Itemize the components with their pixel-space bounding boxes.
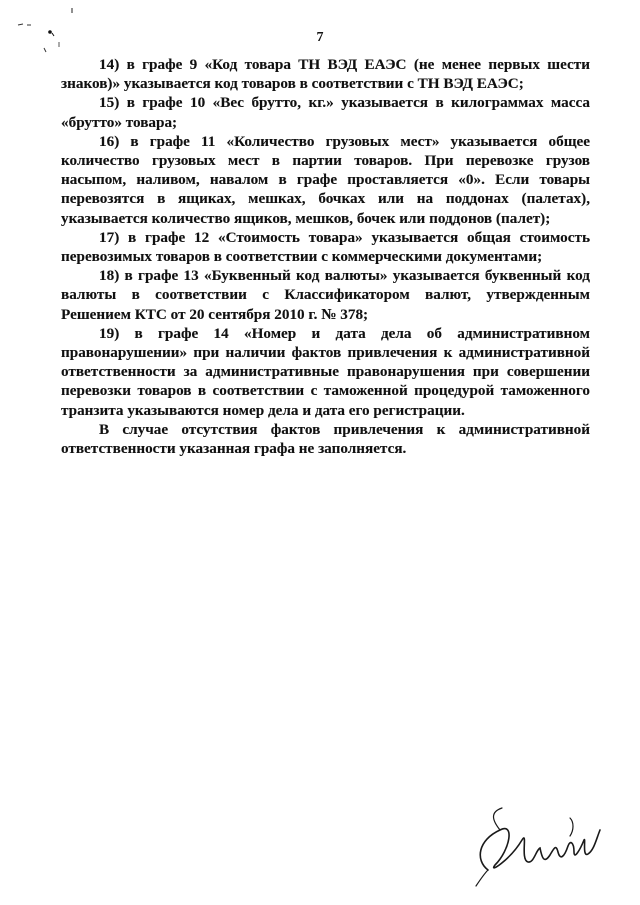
- paragraph-item-16: 16) в графе 11 «Количество грузовых мест» указывается общее количество грузовых мест в партии товаров. При перевозке грузов насыпом, наливом, навалом в графе проставляется «0». Если товары перевозятся в ящиках, мешках, бочках или на поддонах (палетах), указывается количество ящиков, мешков, бочек или поддонов (палет);: [61, 132, 590, 227]
- paragraph-item-15: 15) в графе 10 «Вес брутто, кг.» указывается в килограммах масса «брутто» товара;: [61, 94, 590, 131]
- paragraph-item-17: 17) в графе 12 «Стоимость товара» указывается общая стоимость перевозимых товаров в соответствии с коммерческими документами;: [61, 228, 590, 266]
- paragraph-closing-note: В случае отсутствия фактов привлечения к административной ответственности указанная графа не заполняется.: [61, 420, 590, 458]
- page-number: 7: [316, 30, 324, 45]
- document-body: [61, 55, 590, 458]
- paragraph-item-18: 18) в графе 13 «Буквенный код валюты» указывается буквенный код валюты в соответствии с Классификатором валют, утвержденным Решением КТС от 20 сентября 2010 г. № 378;: [61, 267, 590, 323]
- paragraph-item-14: 14) в графе 9 «Код товара ТН ВЭД ЕАЭС (не менее первых шести знаков)» указывается код товаров в соответствии с ТН ВЭД ЕАЭС;: [61, 56, 590, 93]
- paragraph-item-19: 19) в графе 14 «Номер и дата дела об административном правонарушении» при наличии фактов привлечения к административной ответственности за административные правонарушения при совершении перевозки товаров в соответствии с таможенной процедурой таможенного транзита указываются номер дела и дата его регистрации.: [61, 324, 590, 419]
- handwritten-signature: [470, 800, 610, 890]
